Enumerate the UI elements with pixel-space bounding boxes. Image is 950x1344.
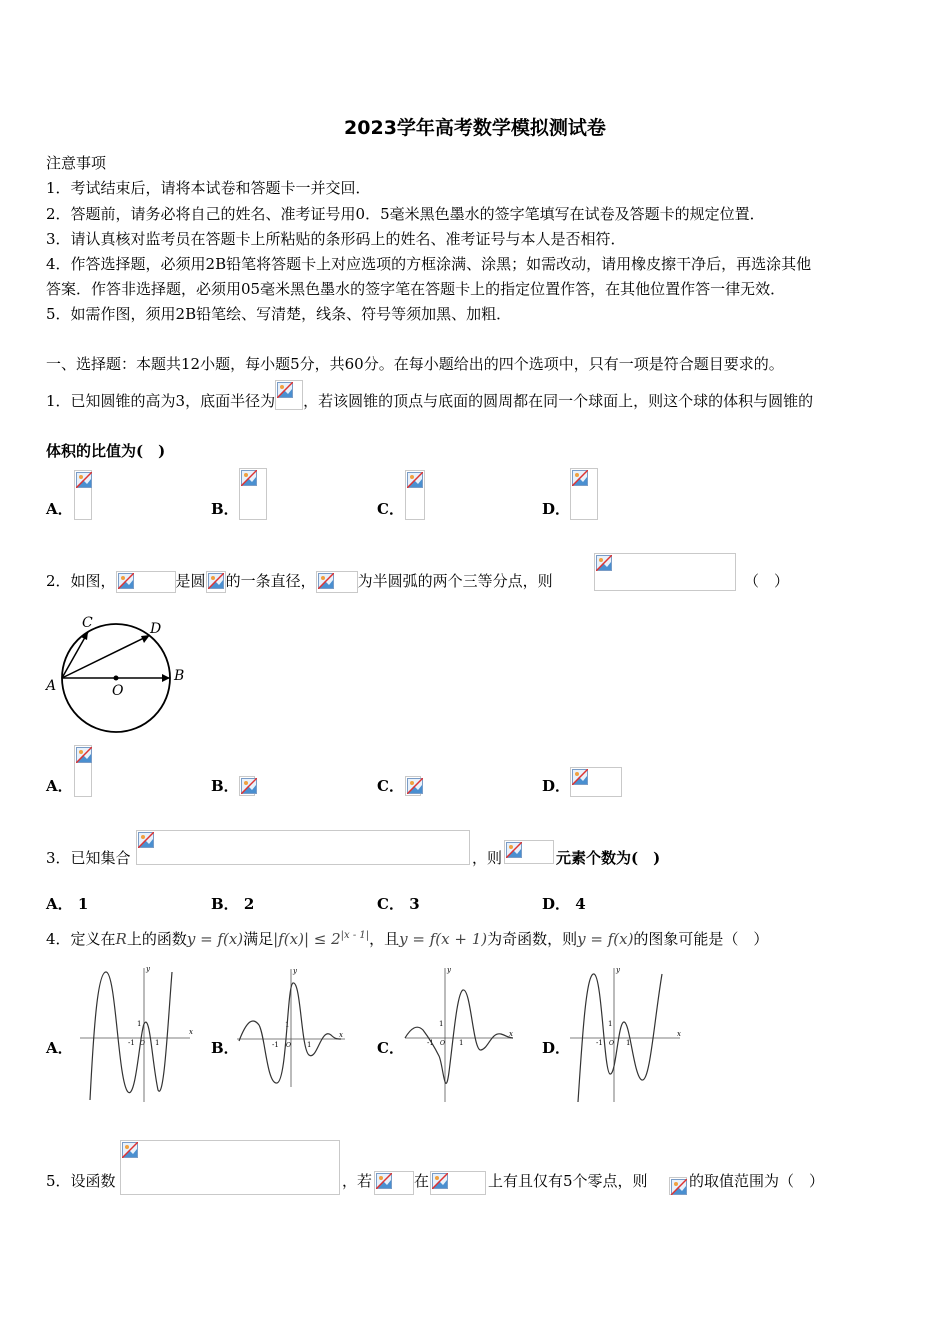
graph-option-b [235, 965, 353, 1090]
question-5-text: 5．设函数 [46, 1172, 116, 1190]
option-label-c: C． [377, 1039, 404, 1057]
option-label-b: B． [211, 1039, 239, 1057]
notice-item: 2．答题前，请务必将自己的姓名、准考证号用0．5毫米黑色墨水的签字笔填写在试卷及答题卡的规定位置． [46, 205, 765, 223]
formula-image [206, 571, 226, 593]
svg-text:O: O [609, 1040, 614, 1047]
question-5-text-5: 的取值范围为（ ） [689, 1172, 825, 1190]
curve [239, 983, 341, 1083]
option-image [74, 470, 92, 520]
label-o: O [112, 683, 124, 699]
broken-image-icon [432, 1173, 448, 1189]
graph-option-a [76, 962, 196, 1107]
curve [405, 990, 513, 1083]
formula-image [594, 553, 736, 591]
label-d: D [150, 621, 162, 637]
broken-image-icon [596, 555, 612, 571]
svg-text:1: 1 [285, 1021, 290, 1029]
broken-image-icon [506, 842, 522, 858]
arrow-head [162, 674, 170, 682]
svg-text:1: 1 [459, 1039, 464, 1047]
broken-image-icon [241, 470, 257, 486]
question-3-text: 3．已知集合 [46, 849, 131, 867]
option-label-b: B． [211, 500, 239, 518]
formula-image [275, 380, 303, 410]
question-5-text-2: ，若 [342, 1172, 373, 1190]
svg-text:x: x [677, 1030, 681, 1038]
broken-image-icon [241, 778, 257, 794]
broken-image-icon [671, 1179, 687, 1195]
broken-image-icon [118, 573, 134, 589]
question-3-text-2: ，则 [472, 849, 503, 867]
section-heading: 一、选择题：本题共12小题，每小题5分，共60分。在每小题给出的四个选项中，只有一项是符合题目要求的。 [46, 355, 784, 373]
label-a: A [46, 678, 57, 694]
svg-text:y: y [146, 965, 150, 973]
formula-image [116, 571, 176, 593]
option-label-c: C． [377, 500, 404, 518]
broken-image-icon [572, 769, 588, 785]
question-5-text-3: 在 [414, 1172, 430, 1190]
notice-item: 4．作答选择题，必须用2B铅笔将答题卡上对应选项的方框涂满、涂黑；如需改动，请用橡皮擦干净后，再选涂其他 [46, 255, 812, 273]
center-point [114, 676, 119, 681]
option-image [239, 776, 255, 796]
question-1-line1: 1．已知圆锥的高为3，底面半径为 ，若该圆锥的顶点与底面的圆周都在同一个球面上，则这个球的体积与圆锥的 [46, 390, 813, 411]
formula-image [316, 571, 358, 593]
formula-image [504, 840, 554, 864]
option-b: B． 2 [211, 895, 255, 913]
broken-image-icon [407, 472, 423, 488]
svg-text:O: O [440, 1040, 445, 1047]
answer-bracket: （ ） [744, 572, 790, 590]
question-2-text: 2．如图， 是圆 的一条直径， 为半圆弧的两个三等分点，则 [46, 570, 553, 593]
formula-image [430, 1171, 486, 1195]
broken-image-icon [208, 573, 224, 589]
option-image [405, 776, 421, 796]
broken-image-icon [318, 573, 334, 589]
label-b: B [174, 668, 185, 684]
notice-heading: 注意事项 [46, 154, 107, 172]
notice-item: 1．考试结束后，请将本试卷和答题卡一并交回． [46, 179, 371, 197]
option-image [405, 470, 425, 520]
svg-text:x: x [509, 1030, 513, 1038]
svg-text:1: 1 [439, 1020, 444, 1028]
broken-image-icon [407, 778, 423, 794]
notice-item: 3．请认真核对监考员在答题卡上所粘贴的条形码上的姓名、准考证号与本人是否相符． [46, 230, 626, 248]
svg-text:-1: -1 [596, 1039, 603, 1047]
arrow-head [141, 635, 150, 643]
broken-image-icon [76, 747, 92, 763]
broken-image-icon [277, 382, 293, 398]
option-d: D． 4 [542, 895, 586, 913]
option-label-b: B． [211, 777, 239, 795]
notice-item: 答案．作答非选择题，必须用05毫米黑色墨水的签字笔在答题卡上的指定位置作答，在其他位置作答一律无效． [46, 280, 786, 298]
page-title: 2023学年高考数学模拟测试卷 [344, 117, 606, 139]
broken-image-icon [376, 1173, 392, 1189]
curve [90, 972, 172, 1100]
question-4-text: 4．定义在R上的函数y = f(x)满足$|f(x)| \le 2^{|x - 1|}$，且y = f(x + 1)为奇函数，则y = f(x)的图象可能是（ ） [46, 930, 769, 948]
svg-text:y: y [293, 967, 297, 975]
broken-image-icon [138, 832, 154, 848]
svg-text:x: x [339, 1031, 343, 1039]
svg-text:-1: -1 [427, 1039, 434, 1047]
option-image [570, 468, 598, 520]
broken-image-icon [76, 472, 92, 488]
svg-text:-1: -1 [128, 1039, 135, 1047]
option-label-d: D． [542, 1039, 571, 1057]
option-image [74, 745, 92, 797]
svg-text:O: O [140, 1040, 145, 1047]
svg-text:-1: -1 [272, 1041, 279, 1049]
option-label-a: A． [46, 1039, 73, 1057]
svg-text:x: x [189, 1028, 193, 1036]
option-c: C． 3 [377, 895, 420, 913]
svg-text:1: 1 [137, 1020, 142, 1028]
option-label-c: C． [377, 777, 404, 795]
svg-text:1: 1 [608, 1020, 613, 1028]
svg-text:O: O [286, 1042, 291, 1049]
formula-image [136, 830, 470, 865]
broken-image-icon [572, 470, 588, 486]
svg-text:1: 1 [307, 1041, 312, 1049]
svg-text:y: y [447, 966, 451, 974]
option-label-a: A． [46, 500, 73, 518]
svg-text:1: 1 [155, 1039, 160, 1047]
svg-text:y: y [616, 966, 620, 974]
notice-item: 5．如需作图，须用2B铅笔绘、写清楚，线条、符号等须加黑、加粗． [46, 305, 512, 323]
option-label-a: A． [46, 777, 73, 795]
question-1-line2: 体积的比值为( ) [46, 442, 166, 460]
question-5-text-4: 上有且仅有5个零点，则 [488, 1172, 648, 1190]
option-image [239, 468, 267, 520]
formula-image [374, 1171, 414, 1195]
label-c: C [82, 615, 93, 631]
graph-option-d [568, 962, 686, 1107]
graph-option-c [403, 962, 518, 1107]
circle-diagram [40, 610, 200, 740]
formula-image [669, 1177, 687, 1195]
option-label-d: D． [542, 500, 571, 518]
option-a: A． 1 [46, 895, 89, 913]
option-label-d: D． [542, 777, 571, 795]
formula-image [120, 1140, 340, 1195]
svg-text:1: 1 [626, 1039, 631, 1047]
question-3-text-3: 元素个数为( ) [556, 849, 661, 867]
broken-image-icon [122, 1142, 138, 1158]
option-image [570, 767, 622, 797]
